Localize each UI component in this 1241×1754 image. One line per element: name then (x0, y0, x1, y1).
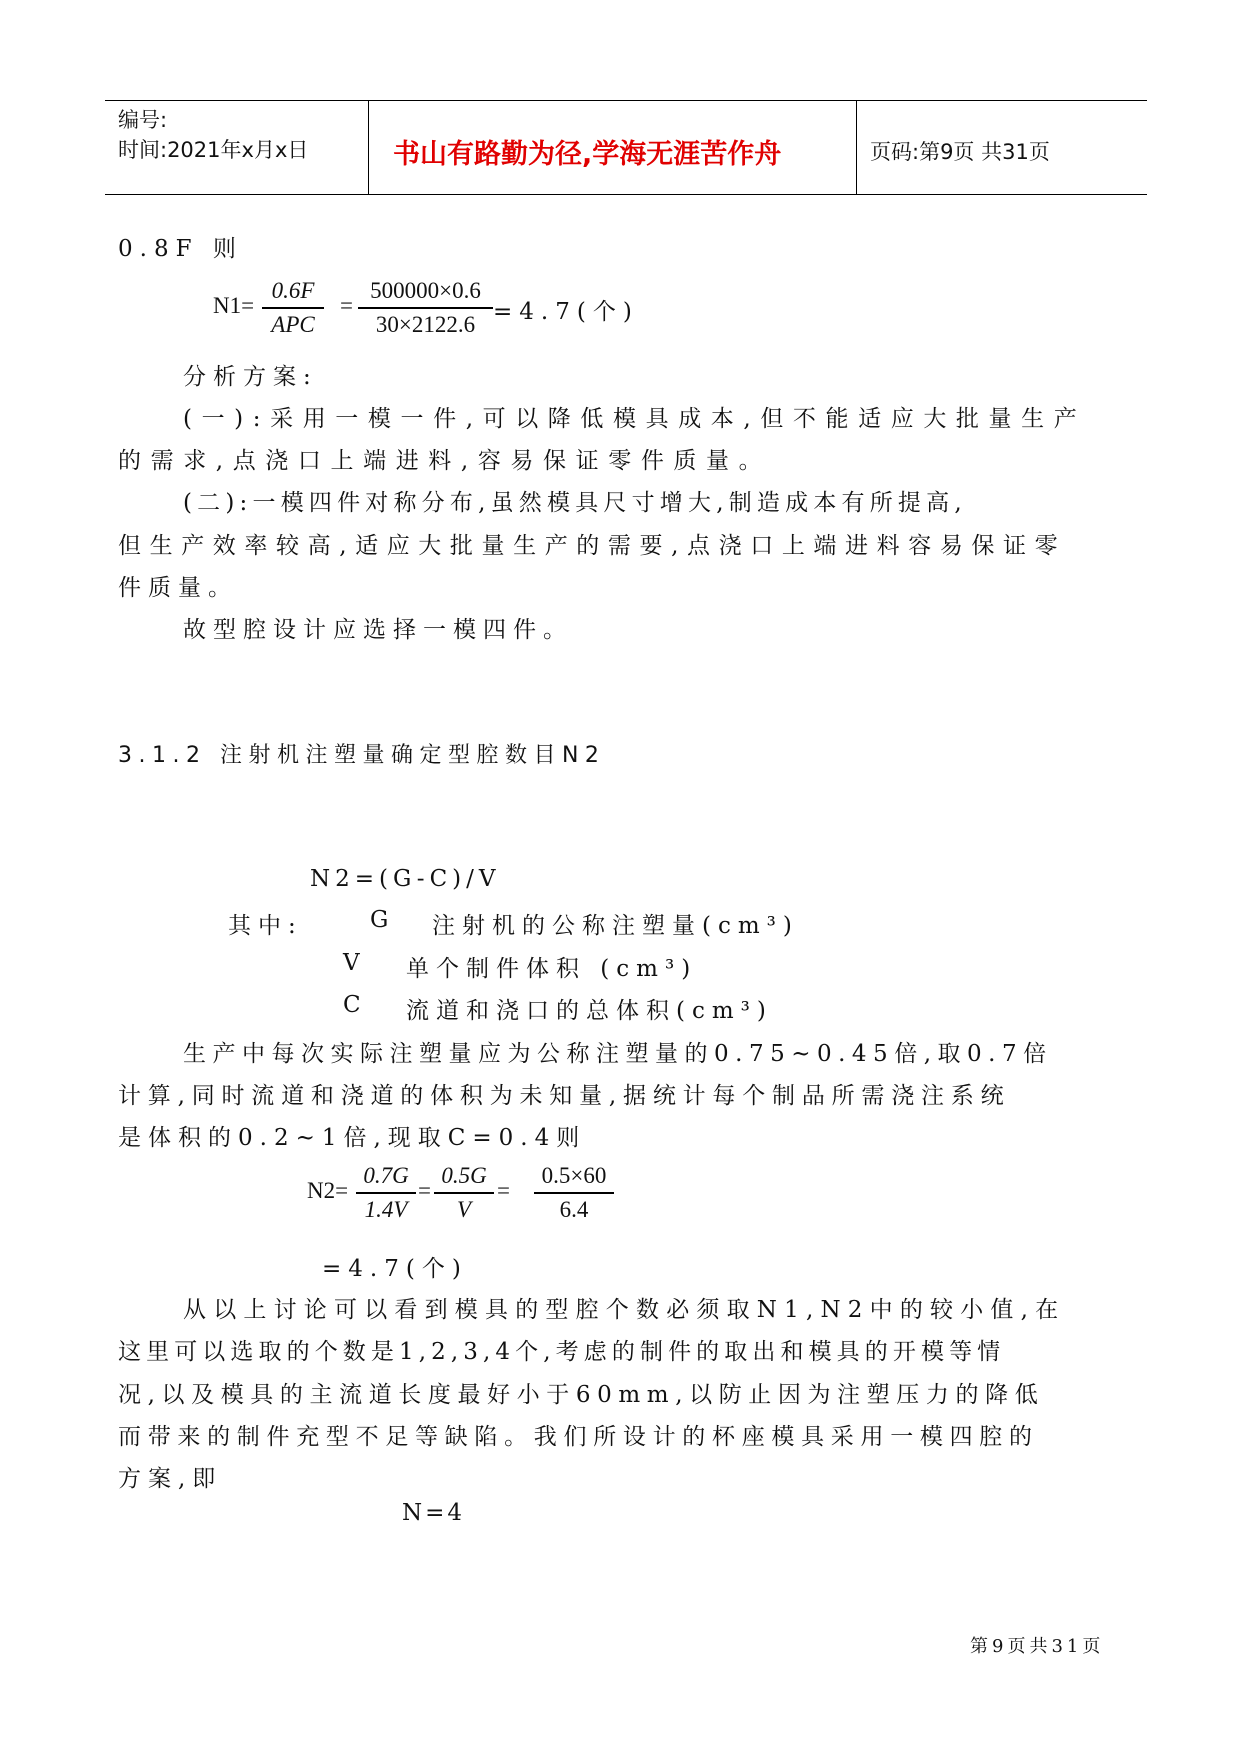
n2-frac2-numerator: 0.5G (441, 1163, 487, 1188)
n1-eq: = (340, 293, 353, 318)
header-divider-left (368, 100, 369, 194)
n2-fraction-2 (434, 1163, 494, 1223)
where-label: 其中: (228, 913, 303, 939)
para2-line1: 从以上讨论可以看到模具的型腔个数必须取N1,N2中的较小值,在 (183, 1297, 1066, 1323)
header-bottom-rule (105, 194, 1147, 195)
n1-lhs: N1= (213, 293, 255, 318)
n1-fraction-2 (358, 278, 493, 338)
var-v-desc: 单个制件体积 (cm³) (406, 956, 698, 982)
n1-result: =4.7(个) (493, 299, 639, 325)
n1-frac1-bar (262, 307, 324, 309)
var-v: V (343, 950, 367, 976)
line-08f: 0.8F 则 (118, 236, 243, 262)
n2-frac1-numerator: 0.7G (363, 1163, 409, 1188)
para2-line4: 而带来的制件充型不足等缺陷。我们所设计的杯座模具采用一模四腔的 (118, 1424, 1039, 1450)
para2-line5: 方案,即 (118, 1466, 223, 1492)
n2-frac2-denominator: V (456, 1196, 472, 1222)
n2-frac1-denominator: 1.4V (364, 1196, 408, 1222)
n1-frac2-bar (358, 307, 493, 309)
n2-lhs: N2= (307, 1178, 349, 1203)
para1-line1: 生产中每次实际注塑量应为公称注塑量的0.75~0.45倍,取0.7倍 (183, 1041, 1053, 1067)
header-time-label: 时间:2021年x月x日 (118, 138, 309, 162)
n2-frac2-bar (434, 1192, 494, 1194)
n1-fraction-1 (262, 278, 324, 338)
n2-frac3-numerator: 0.5×60 (541, 1163, 607, 1188)
option2-line3: 件质量。 (118, 575, 238, 601)
header-top-rule (105, 100, 1147, 101)
analysis-title: 分析方案: (183, 364, 318, 390)
para1-line3: 是体积的0.2~1倍,现取C=0.4则 (118, 1125, 587, 1151)
var-g-desc: 注射机的公称注塑量(cm³) (432, 913, 799, 939)
para2-line3: 况,以及模具的主流道长度最好小于60mm,以防止因为注塑压力的降低 (118, 1382, 1045, 1408)
n1-frac1-numerator: 0.6F (271, 278, 315, 303)
header-divider-right (856, 100, 857, 194)
n2-result: =4.7(个) (322, 1256, 468, 1282)
option1-line1: (一):采用一模一件,可以降低模具成本,但不能适应大批量生产 (183, 406, 1087, 432)
n1-frac1-denominator: APC (271, 311, 315, 337)
n2-frac3-denominator: 6.4 (559, 1196, 589, 1222)
var-c: C (343, 992, 368, 1018)
n2-eq2: = (497, 1178, 510, 1203)
para2-line2: 这里可以选取的个数是1,2,3,4个,考虑的制件的取出和模具的开模等情 (118, 1339, 1006, 1365)
n2-eq1: = (418, 1178, 431, 1203)
page-footer: 第9页共31页 (970, 1636, 1105, 1657)
header-page-label: 页码:第9页 共31页 (870, 140, 1050, 164)
option1-line2: 的需求,点浇口上端进料,容易保证零件质量。 (118, 448, 772, 474)
option2-line1: (二):一模四件对称分布,虽然模具尺寸增大,制造成本有所提高, (183, 490, 967, 516)
conclusion: 故型腔设计应选择一模四件。 (183, 617, 573, 643)
para1-line2: 计算,同时流道和浇道的体积为未知量,据统计每个制品所需浇注系统 (118, 1083, 1011, 1109)
var-c-desc: 流道和浇口的总体积(cm³) (406, 998, 773, 1024)
n2-frac3-bar (534, 1192, 614, 1194)
n-final: N=4 (402, 1500, 466, 1526)
var-g: G (370, 907, 396, 933)
n2-formula: N2=(G-C)/V (310, 866, 501, 892)
n2-fraction-3 (534, 1163, 614, 1223)
header-motto: 书山有路勤为径,学海无涯苦作舟 (393, 139, 782, 170)
n1-frac2-numerator: 500000×0.6 (370, 278, 481, 303)
n2-frac1-bar (356, 1192, 416, 1194)
n2-fraction-1 (356, 1163, 416, 1223)
section-heading: 3.1.2 注射机注塑量确定型腔数目N2 (118, 743, 606, 768)
n1-frac2-denominator: 30×2122.6 (375, 311, 476, 337)
option2-line2: 但生产效率较高,适应大批量生产的需要,点浇口上端进料容易保证零 (118, 533, 1067, 559)
header-number-label: 编号: (118, 108, 168, 132)
